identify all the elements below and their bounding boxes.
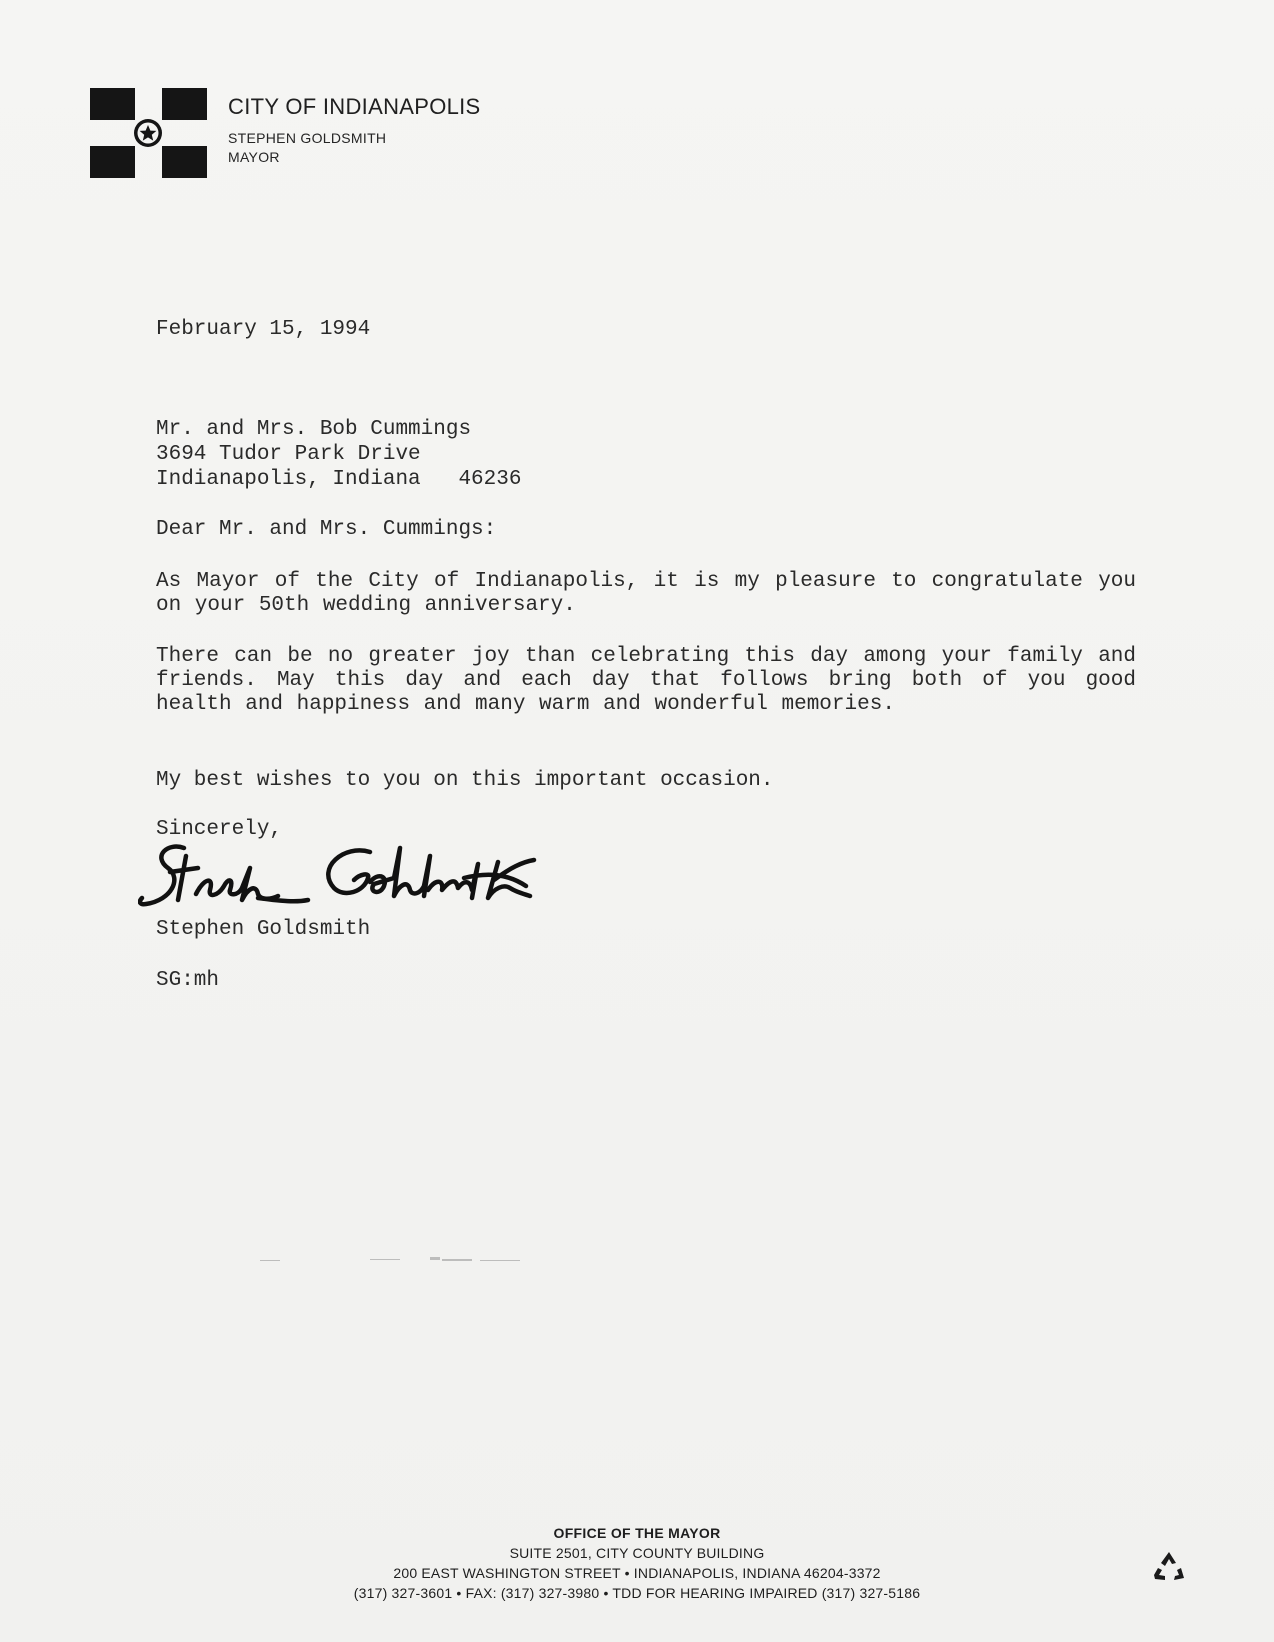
footer-office: OFFICE OF THE MAYOR (553, 1525, 721, 1541)
signer-name: Stephen Goldsmith (156, 918, 371, 941)
city-seal-star-icon (90, 88, 207, 180)
recipient-street: 3694 Tudor Park Drive (156, 443, 421, 466)
recycle-icon (1150, 1548, 1188, 1586)
recipient-name: Mr. and Mrs. Bob Cummings (156, 418, 472, 441)
letterhead-mayor-name: STEPHEN GOLDSMITH (228, 130, 387, 146)
closing: Sincerely, (156, 818, 283, 841)
paragraph-closing-wish: My best wishes to you on this important occasion. (156, 769, 774, 792)
salutation: Dear Mr. and Mrs. Cummings: (156, 518, 497, 541)
footer-suite: SUITE 2501, CITY COUNTY BUILDING (509, 1545, 765, 1561)
paragraph-congratulations: As Mayor of the City of Indianapolis, it is my pleasure to congratulate you on your 50th wedding anniversary. (156, 570, 1136, 617)
letterhead-title: CITY OF INDIANAPOLIS (228, 94, 481, 119)
footer-street-address: 200 EAST WASHINGTON STREET • INDIANAPOLIS, INDIANA 46204-3372 (393, 1565, 881, 1581)
paragraph-wishes: There can be no greater joy than celebrating this day among your family and friends. May this day and each day that follows bring both of you good health and happiness and many warm and wonderful memories. (156, 645, 1136, 716)
letterhead-mayor-title: MAYOR (228, 149, 280, 165)
footer-phone-numbers: (317) 327-3601 • FAX: (317) 327-3980 • TDD FOR HEARING IMPAIRED (317) 327-5186 (353, 1585, 921, 1601)
letter-date: February 15, 1994 (156, 318, 371, 341)
scan-smudge (260, 1254, 560, 1266)
recipient-city: Indianapolis, Indiana 46236 (156, 468, 522, 491)
typist-initials: SG:mh (156, 969, 220, 992)
handwritten-signature (138, 838, 558, 918)
